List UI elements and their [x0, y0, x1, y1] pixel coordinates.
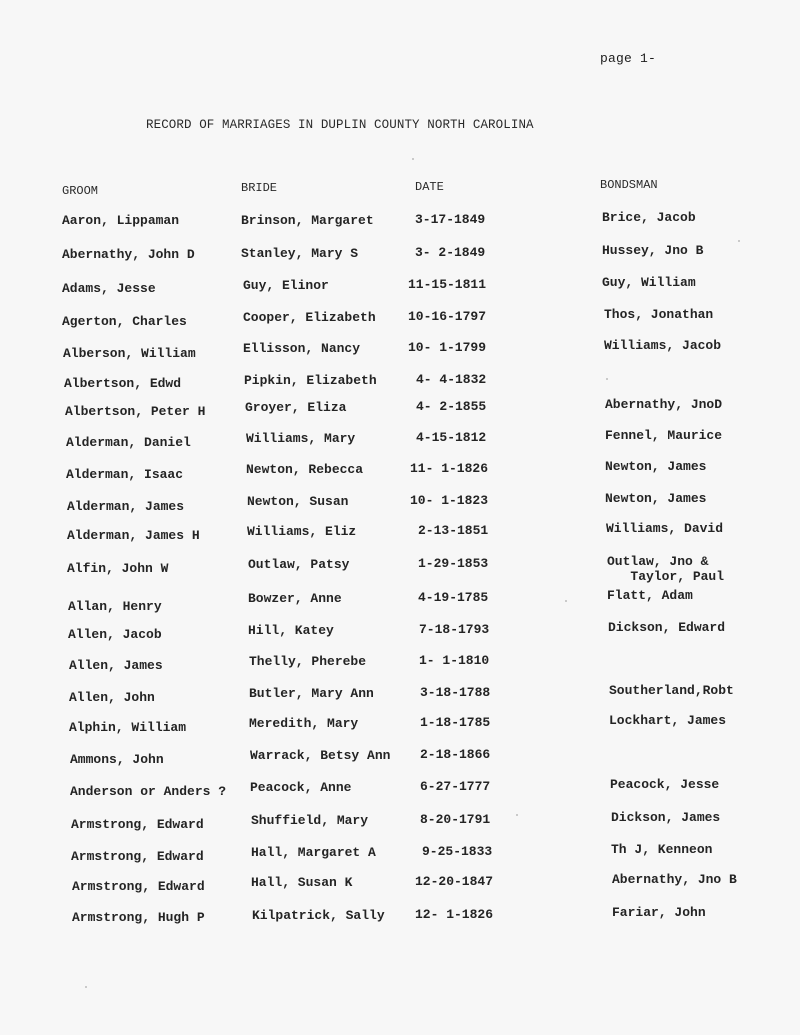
header-bondsman: BONDSMAN — [600, 178, 658, 192]
date-cell: 3-18-1788 — [420, 685, 491, 700]
date-cell: 11-15-1811 — [408, 277, 487, 292]
bondsman-cell: Southerland,Robt — [609, 683, 734, 698]
bride-cell: Hall, Margaret A — [251, 845, 376, 860]
date-cell: 4- 2-1855 — [416, 399, 487, 414]
bondsman-cell: Newton, James — [605, 491, 707, 506]
bride-cell: Shuffield, Mary — [251, 813, 369, 828]
groom-cell: Armstrong, Edward — [72, 879, 205, 894]
bride-cell: Hill, Katey — [248, 623, 334, 638]
date-cell: 3-17-1849 — [415, 212, 486, 227]
date-cell: 4-19-1785 — [418, 590, 489, 605]
groom-cell: Alderman, Isaac — [66, 467, 184, 482]
bondsman-cell: Peacock, Jesse — [610, 777, 720, 792]
date-cell: 2-13-1851 — [418, 523, 489, 538]
bride-cell: Newton, Rebecca — [246, 462, 364, 477]
bondsman-cell: Fariar, John — [612, 905, 706, 920]
groom-cell: Anderson or Anders ? — [70, 784, 227, 799]
groom-cell: Ammons, John — [70, 752, 164, 767]
bondsman-cell: Fennel, Maurice — [605, 428, 723, 443]
bride-cell: Warrack, Betsy Ann — [250, 748, 391, 763]
groom-cell: Armstrong, Edward — [71, 817, 204, 832]
date-cell: 10- 1-1823 — [410, 493, 489, 508]
date-cell: 1-29-1853 — [418, 556, 489, 571]
bride-cell: Guy, Elinor — [243, 278, 329, 293]
paper-speck — [738, 240, 740, 242]
bride-cell: Cooper, Elizabeth — [243, 310, 376, 325]
date-cell: 11- 1-1826 — [410, 461, 489, 476]
paper-speck — [412, 158, 414, 160]
bondsman-cell: Thos, Jonathan — [604, 307, 714, 322]
bride-cell: Thelly, Pherebe — [249, 654, 367, 669]
bondsman-cell: Brice, Jacob — [602, 210, 696, 225]
groom-cell: Albertson, Edwd — [64, 376, 182, 391]
bondsman-cell: Williams, David — [606, 521, 724, 536]
bondsman-cell: Dickson, James — [611, 810, 721, 825]
paper-speck — [606, 378, 608, 380]
bride-cell: Pipkin, Elizabeth — [244, 373, 377, 388]
groom-cell: Allen, James — [69, 658, 163, 673]
bondsman-cell: Lockhart, James — [609, 713, 727, 728]
header-date: DATE — [415, 180, 444, 194]
groom-cell: Allen, John — [69, 690, 155, 705]
groom-cell: Alberson, William — [63, 346, 196, 361]
bride-cell: Kilpatrick, Sally — [252, 908, 385, 923]
paper-speck — [516, 814, 518, 816]
date-cell: 10-16-1797 — [408, 309, 487, 324]
bride-cell: Stanley, Mary S — [241, 246, 359, 261]
date-cell: 7-18-1793 — [419, 622, 490, 637]
groom-cell: Armstrong, Edward — [71, 849, 204, 864]
groom-cell: Agerton, Charles — [62, 314, 187, 329]
groom-cell: Allan, Henry — [68, 599, 162, 614]
date-cell: 12-20-1847 — [415, 874, 494, 889]
groom-cell: Alderman, James — [67, 499, 185, 514]
bondsman-cell: Newton, James — [605, 459, 707, 474]
bondsman-cell: Guy, William — [602, 275, 696, 290]
bride-cell: Brinson, Margaret — [241, 213, 374, 228]
date-cell: 1-18-1785 — [420, 715, 491, 730]
bride-cell: Williams, Eliz — [247, 524, 357, 539]
bride-cell: Peacock, Anne — [250, 780, 352, 795]
bride-cell: Hall, Susan K — [251, 875, 353, 890]
bondsman-cell: Th J, Kenneon — [611, 842, 713, 857]
date-cell: 8-20-1791 — [420, 812, 491, 827]
groom-cell: Albertson, Peter H — [65, 404, 206, 419]
groom-cell: Adams, Jesse — [62, 281, 156, 296]
bride-cell: Bowzer, Anne — [248, 591, 342, 606]
header-groom: GROOM — [62, 184, 99, 198]
groom-cell: Aaron, Lippaman — [62, 213, 180, 228]
page-number: page 1- — [600, 51, 657, 66]
date-cell: 9-25-1833 — [422, 844, 493, 859]
groom-cell: Alderman, James H — [67, 528, 200, 543]
bride-cell: Meredith, Mary — [249, 716, 359, 731]
bondsman-cell: Abernathy, JnoD — [605, 397, 723, 412]
bride-cell: Groyer, Eliza — [245, 400, 347, 415]
paper-speck — [565, 600, 567, 602]
date-cell: 10- 1-1799 — [408, 340, 487, 355]
bondsman-cell: Outlaw, Jno & Taylor, Paul — [607, 554, 725, 584]
bride-cell: Ellisson, Nancy — [243, 341, 361, 356]
bride-cell: Butler, Mary Ann — [249, 686, 374, 701]
date-cell: 6-27-1777 — [420, 779, 491, 794]
date-cell: 2-18-1866 — [420, 747, 491, 762]
bride-cell: Williams, Mary — [246, 431, 356, 446]
groom-cell: Abernathy, John D — [62, 247, 195, 262]
bondsman-cell: Flatt, Adam — [607, 588, 693, 603]
bondsman-cell: Williams, Jacob — [604, 338, 722, 353]
header-bride: BRIDE — [241, 181, 278, 195]
paper-speck — [85, 986, 87, 988]
groom-cell: Alfin, John W — [67, 561, 169, 576]
date-cell: 12- 1-1826 — [415, 907, 494, 922]
bride-cell: Outlaw, Patsy — [248, 557, 350, 572]
groom-cell: Allen, Jacob — [68, 627, 162, 642]
groom-cell: Alderman, Daniel — [66, 435, 191, 450]
bondsman-cell: Hussey, Jno B — [602, 243, 704, 258]
date-cell: 3- 2-1849 — [415, 245, 486, 260]
date-cell: 4-15-1812 — [416, 430, 487, 445]
groom-cell: Alphin, William — [69, 720, 187, 735]
bondsman-cell: Abernathy, Jno B — [612, 872, 737, 887]
document-title: RECORD OF MARRIAGES IN DUPLIN COUNTY NORTH CAROLINA — [146, 118, 534, 132]
bride-cell: Newton, Susan — [247, 494, 349, 509]
date-cell: 1- 1-1810 — [419, 653, 490, 668]
groom-cell: Armstrong, Hugh P — [72, 910, 205, 925]
date-cell: 4- 4-1832 — [416, 372, 487, 387]
bondsman-cell: Dickson, Edward — [608, 620, 726, 635]
